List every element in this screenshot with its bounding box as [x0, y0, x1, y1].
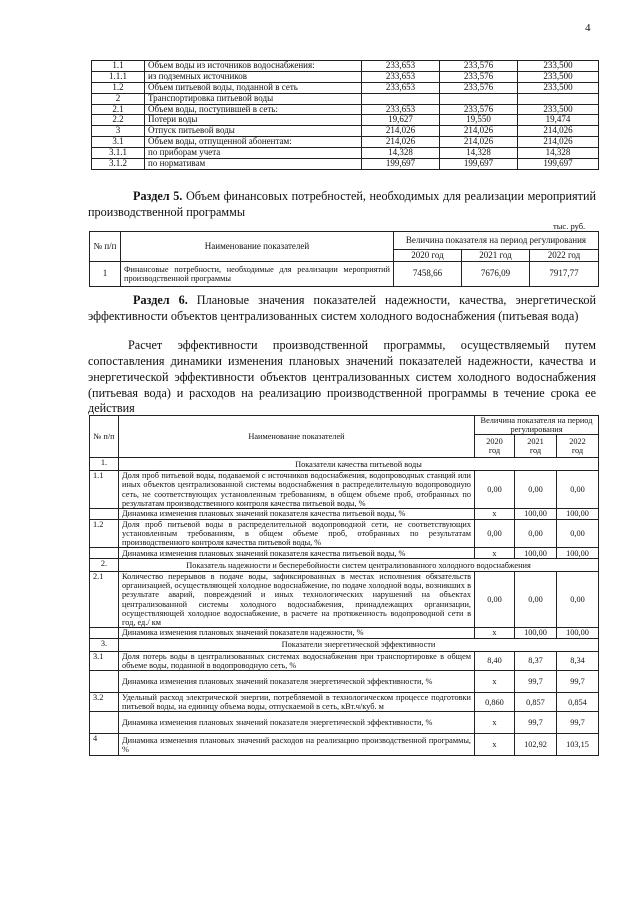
row-num — [90, 548, 119, 559]
value-2021: 199,697 — [440, 159, 518, 170]
row-name: Динамика изменения плановых значений показателя энергетической эффективности, % — [119, 712, 475, 734]
page-number: 4 — [585, 22, 591, 34]
table-row — [90, 712, 599, 734]
row-value: 0,857 — [515, 693, 557, 712]
finance-value: 7458,66 — [394, 262, 462, 287]
finance-value: 7917,77 — [530, 262, 599, 287]
value-2020: 233,653 — [362, 71, 440, 82]
table-row — [92, 159, 599, 170]
row-num: 3.1.1 — [92, 148, 145, 159]
finance-year-header: 2021 год — [462, 250, 530, 262]
row-value: 102,92 — [515, 734, 557, 756]
row-num — [90, 627, 119, 638]
table-row — [92, 93, 599, 104]
value-2020: 214,026 — [362, 137, 440, 148]
table-row — [90, 627, 599, 638]
value-2022: 233,500 — [518, 82, 599, 93]
row-name: Количество перерывов в подаче воды, зафиксированных в местах исполнения обязательств организацией, осуществляющей холодное водоснабжение, по подаче холодной воды, возникших в результате аварий, повреждений и иных технологических нарушений на объектах централизованной системы холодного водоснабжения, принадлежащих организации, осуществляющей холодное водоснабжение, в расчете на протяженность водопроводной сети в год, ед./ км — [119, 572, 475, 628]
row-name: Показатели качества питьевой воды — [119, 458, 599, 471]
value-2022 — [518, 93, 599, 104]
row-num: 2. — [90, 559, 119, 572]
finance-value: 7676,09 — [462, 262, 530, 287]
row-value: 99,7 — [557, 671, 599, 693]
indicators-period-header: Величина показателя на период регулирования — [475, 416, 599, 435]
row-name: Доля проб питьевой воды, подаваемой с источников водоснабжения, водопроводных станций или иных объектов централизованной системы водоснабжения в распределительную водопроводную сеть, не соответствующих установленным требованиям, в общем объеме проб, отобранных по результатам производственного контроля качества питьевой воды, % — [119, 471, 475, 509]
row-num — [90, 508, 119, 519]
row-value: 100,00 — [515, 508, 557, 519]
finance-row-num: 1 — [90, 262, 121, 287]
table-row — [92, 71, 599, 82]
row-value: 99,7 — [515, 712, 557, 734]
section5-text: Объем финансовых потребностей, необходимых для реализации мероприятий производственной программы — [88, 189, 596, 219]
indicators-year-header: 2021 год — [515, 435, 557, 458]
row-num: 3.1 — [92, 137, 145, 148]
row-value: x — [475, 508, 515, 519]
value-2022: 199,697 — [518, 159, 599, 170]
section-row — [90, 638, 599, 651]
row-num — [90, 712, 119, 734]
value-2020: 233,653 — [362, 61, 440, 72]
table-row — [92, 115, 599, 126]
table-row — [92, 104, 599, 115]
row-num: 3.1.2 — [92, 159, 145, 170]
value-2022: 14,328 — [518, 148, 599, 159]
row-num: 3 — [92, 126, 145, 137]
section6-label: Раздел 6. — [133, 293, 188, 307]
row-num: 1.1 — [90, 471, 119, 509]
finance-table — [89, 231, 599, 287]
row-num — [90, 671, 119, 693]
value-2021 — [440, 93, 518, 104]
value-2020: 19,627 — [362, 115, 440, 126]
table-row — [90, 519, 599, 547]
row-value: 0,00 — [475, 572, 515, 628]
value-2021: 233,576 — [440, 104, 518, 115]
table-row — [92, 137, 599, 148]
value-2022: 233,500 — [518, 71, 599, 82]
value-2021: 214,026 — [440, 137, 518, 148]
row-name: Доля потерь воды в централизованных системах водоснабжения при транспортировке в общем объеме воды, поданной в водопроводную сеть, % — [119, 651, 475, 670]
row-value: 0,00 — [557, 519, 599, 547]
indicators-year-header: 2022 год — [557, 435, 599, 458]
row-value: x — [475, 712, 515, 734]
water-volume-table — [91, 60, 599, 170]
value-2022: 214,026 — [518, 137, 599, 148]
row-name: Объем питьевой воды, поданной в сеть — [145, 82, 362, 93]
row-name: Показатели энергетической эффективности — [119, 638, 599, 651]
row-value: 100,00 — [557, 548, 599, 559]
row-value: x — [475, 734, 515, 756]
row-value: 99,7 — [515, 671, 557, 693]
value-2021: 233,576 — [440, 61, 518, 72]
row-value: 103,15 — [557, 734, 599, 756]
row-name: по нормативам — [145, 159, 362, 170]
row-value: 0,00 — [475, 471, 515, 509]
value-2021: 19,550 — [440, 115, 518, 126]
table-row — [92, 61, 599, 72]
row-num: 3.2 — [90, 693, 119, 712]
row-name: Динамика изменения плановых значений показателя энергетической эффективности, % — [119, 671, 475, 693]
row-value: 100,00 — [515, 548, 557, 559]
finance-row-name: Финансовые потребности, необходимые для реализации мероприятий производственной программы — [121, 262, 394, 287]
row-name: Динамика изменения плановых значений расходов на реализацию производственной программы, % — [119, 734, 475, 756]
row-value: 8,34 — [557, 651, 599, 670]
value-2022: 233,500 — [518, 61, 599, 72]
row-value: 0,00 — [557, 572, 599, 628]
indicators-name-header: Наименование показателей — [119, 416, 475, 458]
row-num: 2.1 — [92, 104, 145, 115]
row-value: 0,00 — [515, 519, 557, 547]
value-2022: 19,474 — [518, 115, 599, 126]
value-2020: 214,026 — [362, 126, 440, 137]
value-2021: 233,576 — [440, 71, 518, 82]
row-name: Потери воды — [145, 115, 362, 126]
value-2021: 214,026 — [440, 126, 518, 137]
row-num: 2.2 — [92, 115, 145, 126]
section-row — [90, 458, 599, 471]
row-name: Объем воды, отпущенной абонентам: — [145, 137, 362, 148]
value-2020: 199,697 — [362, 159, 440, 170]
row-num: 1. — [90, 458, 119, 471]
row-num: 3. — [90, 638, 119, 651]
value-2020: 233,653 — [362, 82, 440, 93]
row-num: 2 — [92, 93, 145, 104]
row-num: 1.1 — [92, 61, 145, 72]
table-row — [90, 734, 599, 756]
calc-paragraph: Расчет эффективности производственной программы, осуществляемый путем сопоставления динамики изменения плановых значений показателей надежности, качества и энергетической эффективности объектов централизованных систем холодного водоснабжения (питьевая вода) и расходов на реализацию производственной программы в течение срока ее действия — [88, 338, 596, 416]
table-row — [90, 651, 599, 670]
row-value: 0,00 — [475, 519, 515, 547]
row-value: 0,860 — [475, 693, 515, 712]
table-row — [90, 693, 599, 712]
row-value: 100,00 — [515, 627, 557, 638]
section5-label: Раздел 5. — [133, 189, 183, 203]
row-value: x — [475, 627, 515, 638]
row-value: 8,40 — [475, 651, 515, 670]
row-name: Удельный расход электрической энергии, потребляемой в технологическом процессе подготовки питьевой воды, на единицу объема воды, отпускаемой в сеть, кВт.ч/куб. м — [119, 693, 475, 712]
finance-num-header: № п/п — [90, 232, 121, 262]
value-2020: 14,328 — [362, 148, 440, 159]
value-2021: 14,328 — [440, 148, 518, 159]
finance-year-header: 2022 год — [530, 250, 599, 262]
indicators-num-header: № п/п — [90, 416, 119, 458]
table-row — [90, 572, 599, 628]
value-2020: 233,653 — [362, 104, 440, 115]
table-row — [90, 548, 599, 559]
row-value: 0,00 — [515, 572, 557, 628]
row-name: Динамика изменения плановых значений показателя качества питьевой воды, % — [119, 508, 475, 519]
value-2022: 214,026 — [518, 126, 599, 137]
row-value: 100,00 — [557, 508, 599, 519]
row-name: Транспортировка питьевой воды — [145, 93, 362, 104]
section6-text: Плановые значения показателей надежности, качества, энергетической эффективности объектов централизованных систем холодного водоснабжения (питьевая вода) — [88, 293, 596, 323]
row-value: 0,854 — [557, 693, 599, 712]
row-value: 0,00 — [515, 471, 557, 509]
row-num: 3.1 — [90, 651, 119, 670]
indicators-table — [89, 415, 599, 756]
table-row — [90, 671, 599, 693]
table-row — [90, 508, 599, 519]
row-value: x — [475, 671, 515, 693]
row-num: 1.2 — [90, 519, 119, 547]
row-name: Объем воды из источников водоснабжения: — [145, 61, 362, 72]
finance-year-header: 2020 год — [394, 250, 462, 262]
table-row — [92, 82, 599, 93]
row-name: Отпуск питьевой воды — [145, 126, 362, 137]
table-row — [90, 471, 599, 509]
row-name: Показатель надежности и бесперебойности систем централизованного холодного водоснабжения — [119, 559, 599, 572]
unit-label: тыс. руб. — [553, 221, 586, 231]
row-name: Динамика изменения плановых значений показателя качества питьевой воды, % — [119, 548, 475, 559]
table-row — [92, 148, 599, 159]
row-value: 100,00 — [557, 627, 599, 638]
row-num: 4 — [90, 734, 119, 756]
finance-period-header: Величина показателя на период регулирования — [394, 232, 599, 250]
table-row — [92, 126, 599, 137]
row-num: 2.1 — [90, 572, 119, 628]
row-name: из подземных источников — [145, 71, 362, 82]
section-row — [90, 559, 599, 572]
value-2021: 233,576 — [440, 82, 518, 93]
row-name: Объем воды, поступившей в сеть: — [145, 104, 362, 115]
indicators-year-header: 2020 год — [475, 435, 515, 458]
section6-heading — [88, 293, 596, 325]
finance-name-header: Наименование показателей — [121, 232, 394, 262]
row-name: Доля проб питьевой воды в распределительной водопроводной сети, не соответствующих установленным требованиям, в общем объеме проб, отобранных по результатам производственного контроля качества питьевой воды, % — [119, 519, 475, 547]
row-num: 1.2 — [92, 82, 145, 93]
row-value: 99,7 — [557, 712, 599, 734]
row-num: 1.1.1 — [92, 71, 145, 82]
value-2022: 233,500 — [518, 104, 599, 115]
row-value: x — [475, 548, 515, 559]
value-2020 — [362, 93, 440, 104]
row-value: 8,37 — [515, 651, 557, 670]
row-name: по приборам учета — [145, 148, 362, 159]
row-name: Динамика изменения плановых значений показателя надежности, % — [119, 627, 475, 638]
section5-heading — [88, 189, 596, 221]
row-value: 0,00 — [557, 471, 599, 509]
